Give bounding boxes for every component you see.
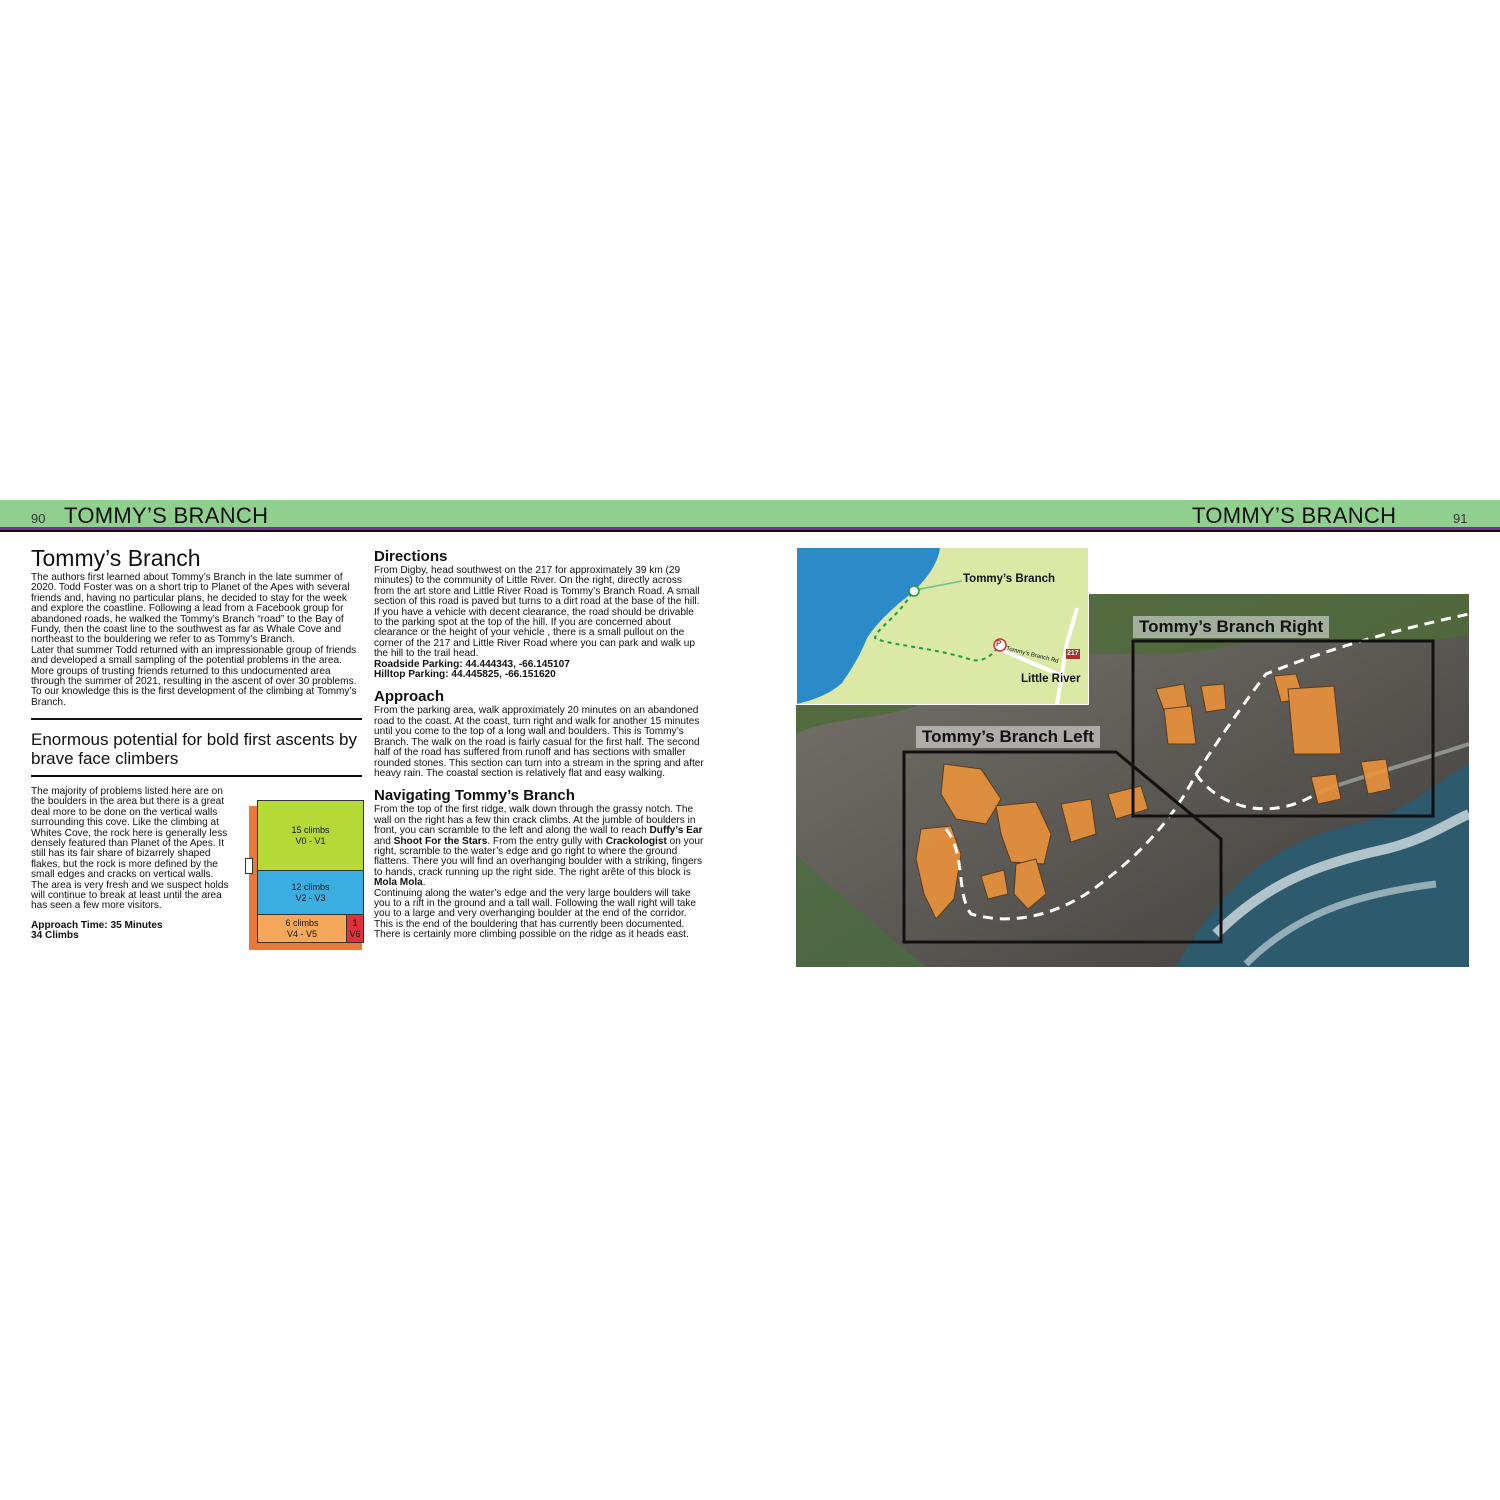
area-label-left: Tommy’s Branch Left	[916, 726, 1100, 748]
directions-heading: Directions	[374, 548, 448, 565]
grade-segment-v6	[346, 914, 364, 943]
climb-count: 34 Climbs	[31, 930, 79, 942]
subtitle: Enormous potential for bold first ascents by brave face climbers	[31, 730, 357, 768]
highway-shield: 217	[1067, 650, 1079, 657]
intro-text	[31, 573, 364, 708]
right-page-number: 91	[1453, 511, 1468, 526]
header-rule	[0, 530, 1500, 532]
overview-text	[31, 787, 231, 942]
grade-range: V4 - V5	[286, 928, 317, 939]
left-running-title: TOMMY’S BRANCH	[64, 503, 269, 528]
parking-icon: P	[996, 639, 1002, 648]
grade-chart-spine	[249, 806, 257, 949]
problem-name: Crackologist	[605, 835, 667, 847]
intro-paragraph-2: Later that summer Todd returned with an impressionable group of friends and developed a small sampling of the potential problems in the area. More groups of trusting friends returned to this undocumented area through the summer of 2021, resulting in the ascent of over 30 problems. To our knowledge this is the first development of the climbing at Tommy’s Branch.	[31, 644, 357, 708]
grade-range: V0 - V1	[295, 835, 326, 846]
divider-top	[31, 718, 362, 720]
grade-segment-v2-v3	[257, 870, 364, 915]
grade-segment-v0-v1	[257, 800, 364, 871]
location-map	[796, 547, 1089, 705]
section-title: Tommy’s Branch	[31, 545, 201, 571]
area-label-right: Tommy’s Branch Right	[1133, 616, 1329, 638]
map-label-road: Tommy’s Branch Rd	[1005, 646, 1059, 665]
approach-heading: Approach	[374, 688, 445, 706]
map-label-area: Tommy’s Branch	[963, 573, 1056, 585]
directions-paragraph: From Digby, head southwest on the 217 for approximately 39 km (29 minutes) to the community of Little River. On the right, directly across from the art store and Little River Road is Tommy’s Branch Road. A small section of this road is paved but turns to a dirt road at the base of the hill. If you have a vehicle with decent clearance, the road should be drivable to the parking spot at the top of the hill. If you are concerned about clearance or the height of your vehicle , there is a small pullout on the corner of the 217 and Little River Road where you can park and walk up the hill to the trail head.	[374, 565, 700, 660]
navigating-heading: Navigating Tommy’s Branch	[374, 787, 575, 805]
divider-bottom	[31, 775, 362, 777]
grade-chart-base	[249, 942, 362, 950]
problem-name: Shoot For the Stars	[393, 835, 488, 847]
map-label-town: Little River	[1021, 673, 1081, 685]
grade-count: 6 climbs	[285, 917, 319, 928]
problem-name: Mola Mola	[374, 877, 423, 889]
guide-column	[374, 548, 704, 941]
right-running-title: TOMMY’S BRANCH	[1192, 503, 1397, 528]
roadside-parking: Roadside Parking: 44.444343, -66.145107	[374, 658, 570, 670]
problem-name: Duffy’s Ear	[649, 825, 703, 837]
grade-range: V6	[349, 928, 361, 939]
overview-paragraph: The majority of problems listed here are on the boulders in the area but there is a great deal more to be done on the vertical walls surrounding this cove. Like the climbing at Whites Cove, the rock here is generally less densely featured than Planet of the Apes. It still has its fair share of bizarrely shaped flakes, but the rock is more defined by the small edges and cracks on vertical walls. The area is very fresh and we suspect holds will continue to break at least until the area has seen a few more visitors.	[31, 786, 229, 912]
left-page-number: 90	[31, 511, 46, 526]
navigating-paragraph: From the top of the first ridge, walk down through the grassy notch. The wall on the right has a few thin crack climbs. At the jumble of boulders in front, you can scramble to the left and along the wall to reach Duffy’s Ear and Shoot For the Stars. From the entry gully with Crackologist on your right, scramble to the water’s edge and go right to where the ground flattens. There you will find an overhanging boulder with a striking, fingers to hands, crack running up the right side. The right arête of this block is Mola Mola.	[374, 804, 704, 889]
approach-time: Approach Time: 35 Minutes	[31, 919, 163, 931]
grade-chart-clasp	[245, 858, 253, 874]
grade-segment-v4-v5	[257, 914, 347, 943]
grade-range: V2 - V3	[295, 892, 326, 903]
grade-count: 1	[352, 917, 358, 928]
navigating-paragraph-2: Continuing along the water’s edge and the very large boulders will take you to a rift in the ground and a tall wall. Following the wall right will take you to a large and very overhanging boulder at the end of the corridor. This is the end of the bouldering that has currently been documented. There is certainly more climbing possible on the ridge as it heads east.	[374, 887, 697, 941]
approach-paragraph: From the parking area, walk approximately 20 minutes on an abandoned road to the coast. At the coast, turn right and walk for another 15 minutes until you come to the top of a long wall and boulders. This is Tommy’s Branch. The walk on the road is fairly casual for the first half. The second half of the road has suffered from runoff and has sections with smaller rounded stones. This section can turn into a stream in the spring and after heavy rain. The coastal section is relatively flat and easy walking.	[374, 705, 704, 779]
grade-count: 15 climbs	[291, 824, 330, 835]
hilltop-parking: Hilltop Parking: 44.445825, -66.151620	[374, 669, 556, 681]
intro-paragraph: The authors first learned about Tommy’s Branch in the late summer of 2020. Todd Foster was on a short trip to Planet of the Apes with several friends and, having no particular plans, he decided to stay for the week and explore the coastline. Following a lead from a Facebook group for abandoned roads, he walked the Tommy’s Branch “road” to the Bay of Fundy, then the coast line to the southwest as far as Whale Cove and northeast to the bouldering we refer to as Tommy’s Branch.	[31, 572, 350, 646]
grade-count: 12 climbs	[291, 881, 330, 892]
